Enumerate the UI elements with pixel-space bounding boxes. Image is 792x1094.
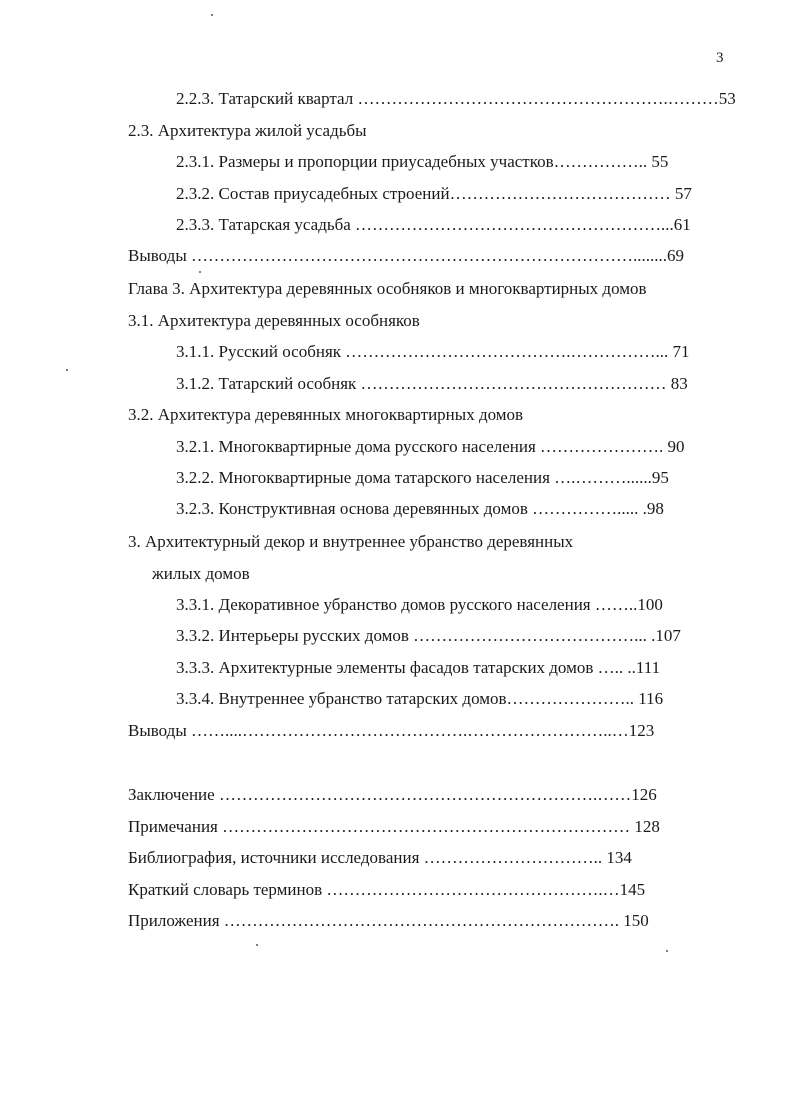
toc-entry: 3.3.4. Внутреннее убранство татарских домов………………….. 116 [176,689,664,708]
toc-entry: Библиография, источники исследования ………………………….. 134 [128,848,632,867]
toc-entry: Глава 3. Архитектура деревянных особняков и многоквартирных домов [128,279,647,298]
toc-entry: 2.3.3. Татарская усадьба ………………………………………………...61 [176,215,691,234]
scan-speck [199,271,201,273]
toc-entry: 3.2.1. Многоквартирные дома русского населения …………………. 90 [176,437,685,456]
toc-entry: Заключение ………………………………………………………….……126 [128,785,657,804]
toc-entry: 2.3.2. Состав приусадебных строений………………………………… 57 [176,184,692,203]
toc-entry: жилых домов [152,564,250,583]
scan-speck [666,950,668,952]
toc-entry: 3.3.2. Интерьеры русских домов …………………………………... .107 [176,626,681,645]
toc-entry: 2.2.3. Татарский квартал ……………………………………………….………53 [176,89,736,108]
scan-speck [211,14,213,16]
toc-entry: 3.3.1. Декоративное убранство домов русского населения ……..100 [176,595,663,614]
toc-entry: Краткий словарь терминов ………………………………………….…145 [128,880,646,899]
scan-speck [66,369,68,371]
toc-entry: 3.3.3. Архитектурные элементы фасадов татарских домов ….. ..111 [176,658,661,677]
toc-entry: 2.3.1. Размеры и пропорции приусадебных участков…………….. 55 [176,152,669,171]
toc-entry: 2.3. Архитектура жилой усадьбы [128,121,367,140]
scan-speck [256,944,258,946]
toc-entry: 3.1. Архитектура деревянных особняков [128,311,420,330]
toc-entry: 3.1.1. Русский особняк ………………………………….……………... 71 [176,342,690,361]
toc-entry: 3.2. Архитектура деревянных многоквартирных домов [128,405,524,424]
toc-entry: 3.2.3. Конструктивная основа деревянных домов ……………..... .98 [176,499,664,518]
toc-entry: 3.1.2. Татарский особняк ……………………………………………… 83 [176,374,688,393]
toc-entry: Выводы ……………………………………………………………………........69 [128,246,685,265]
page-number: 3 [716,50,724,66]
toc-entry: Выводы ……....………………………………….……………………..…123 [128,721,655,740]
toc-entry: Приложения ……………………………………………………………. 150 [128,911,649,930]
toc-entry: 3. Архитектурный декор и внутреннее убранство деревянных [128,532,574,551]
toc-entry: Примечания ……………………………………………………………… 128 [128,817,660,836]
toc-entry: 3.2.2. Многоквартирные дома татарского населения ….………......95 [176,468,669,487]
